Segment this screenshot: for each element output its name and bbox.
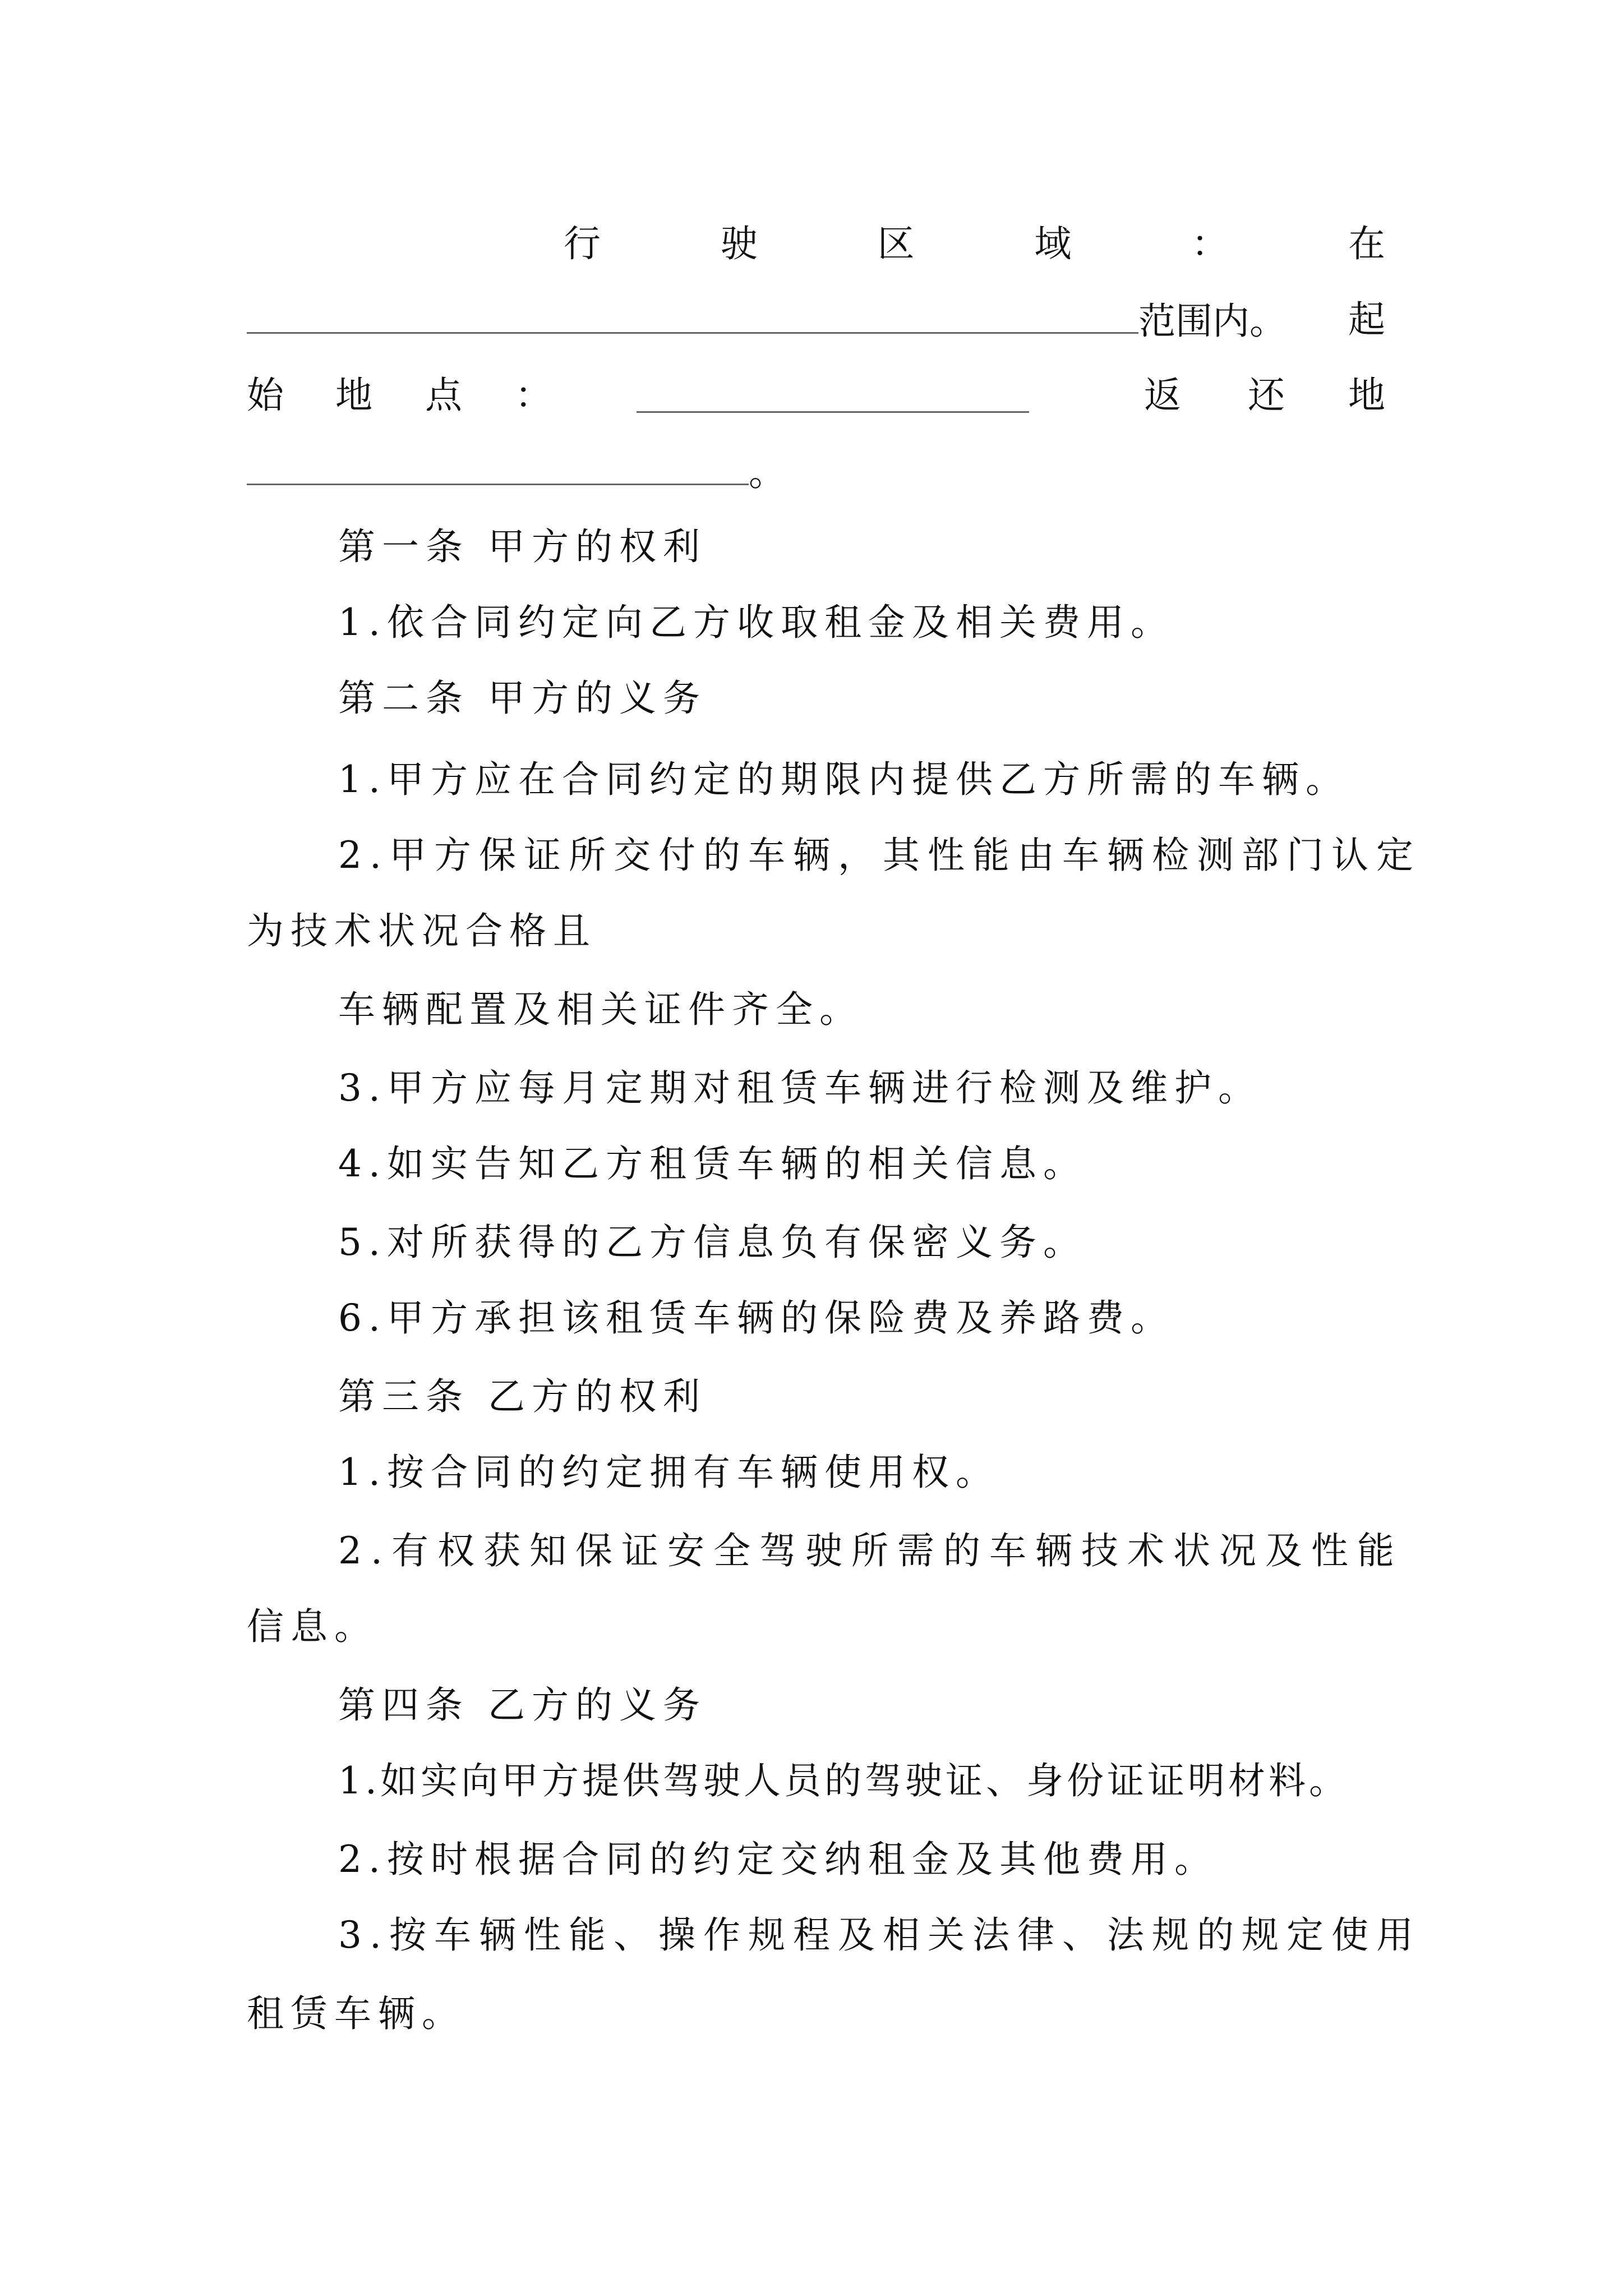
start-char: ： <box>515 374 552 417</box>
range-line <box>247 297 1385 344</box>
return-char: 返 <box>1144 374 1181 417</box>
return-char: 地 <box>1348 374 1385 417</box>
article-4-item-3-cont: 租赁车辆。 <box>247 1992 465 2035</box>
region-char: 区 <box>877 222 915 265</box>
region-char: 在 <box>1348 222 1385 265</box>
article-3-item-2-cont: 信息。 <box>247 1605 378 1648</box>
article-2-item-2-cont: 为技术状况合格且 <box>247 909 597 953</box>
article-2-item-3: 3.甲方应每月定期对租赁车辆进行检测及维护。 <box>338 1066 1262 1110</box>
article-4-title: 第四条 乙方的义务 <box>338 1683 707 1727</box>
return-blank <box>247 449 749 485</box>
article-1-title: 第一条 甲方的权利 <box>338 525 707 568</box>
article-2-item-4: 4.如实告知乙方租赁车辆的相关信息。 <box>338 1142 1087 1185</box>
start-char: 始 <box>247 374 284 417</box>
return-end: 。 <box>749 451 786 494</box>
start-char: 地 <box>335 374 372 417</box>
start-word: 起 <box>1348 298 1385 341</box>
article-4-item-3: 3.按车辆性能、操作规程及相关法律、法规的规定使用 <box>338 1913 1421 1957</box>
article-2-title: 第二条 甲方的义务 <box>338 677 707 720</box>
region-heading-line <box>564 222 1385 266</box>
region-char: 行 <box>564 222 601 265</box>
article-3-title: 第三条 乙方的权利 <box>338 1375 707 1418</box>
article-3-item-1: 1.按合同的约定拥有车辆使用权。 <box>338 1451 999 1494</box>
article-2-item-1: 1.甲方应在合同约定的期限内提供乙方所需的车辆。 <box>338 758 1349 801</box>
return-char: 还 <box>1248 374 1285 417</box>
article-3-item-2: 2.有权获知保证安全驾驶所需的车辆技术状况及性能 <box>338 1529 1403 1572</box>
region-blank <box>247 297 1138 334</box>
region-char: ： <box>1191 222 1229 265</box>
article-2-item-5: 5.对所获得的乙方信息负有保密义务。 <box>338 1221 1087 1264</box>
range-suffix: 范围内。 <box>1138 300 1287 343</box>
article-4-item-1: 1.如实向甲方提供驾驶人员的驾驶证、身份证证明材料。 <box>338 1759 1349 1802</box>
return-blank-line <box>247 449 1385 495</box>
region-char: 驶 <box>720 222 758 265</box>
start-char: 点 <box>425 374 462 417</box>
article-2-item-2: 2.甲方保证所交付的车辆，其性能由车辆检测部门认定 <box>338 834 1421 877</box>
article-4-item-2: 2.按时根据合同的约定交纳租金及其他费用。 <box>338 1838 1218 1881</box>
start-blank <box>637 376 1029 413</box>
article-1-item-1: 1.依合同约定向乙方收取租金及相关费用。 <box>338 601 1174 644</box>
article-2-item-2-cont2: 车辆配置及相关证件齐全。 <box>338 988 863 1031</box>
region-char: 域 <box>1034 222 1072 265</box>
article-2-item-6: 6.甲方承担该租赁车辆的保险费及养路费。 <box>338 1296 1174 1340</box>
